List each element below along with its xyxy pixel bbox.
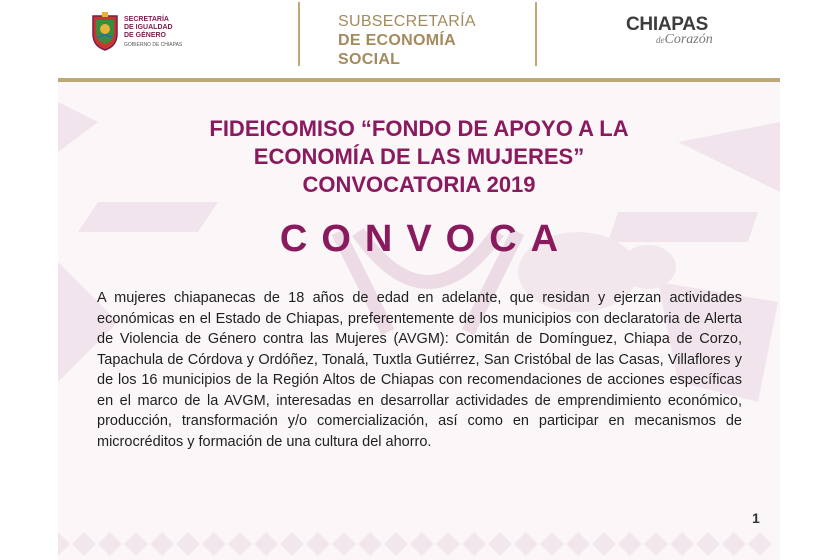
chiapas-title: CHIAPAS bbox=[626, 14, 708, 35]
document-title bbox=[58, 115, 780, 199]
subsecretaria-line: SUBSECRETARÍA bbox=[338, 13, 476, 30]
gobierno-text: GOBIERNO DE CHIAPAS bbox=[124, 42, 183, 48]
chiapas-de: de bbox=[656, 35, 665, 45]
subsecretaria-line: DE ECONOMÍA bbox=[338, 32, 456, 49]
chiapas-logo bbox=[626, 14, 713, 47]
page-number: 1 bbox=[752, 510, 760, 526]
document-header bbox=[0, 0, 840, 78]
subsecretaria-line: SOCIAL bbox=[338, 51, 401, 68]
title-line: CONVOCATORIA 2019 bbox=[302, 172, 536, 197]
header-divider-right bbox=[535, 2, 537, 66]
subsecretaria-title bbox=[338, 12, 476, 69]
title-line: ECONOMÍA DE LAS MUJERES” bbox=[253, 144, 585, 169]
secretaria-line: DE IGUALDAD bbox=[124, 24, 173, 31]
chiapas-slogan bbox=[656, 32, 713, 48]
body-paragraph: A mujeres chiapanecas de 18 años de edad en adelante, que residan y ejerzan actividades económicas en el Estado de Chiapas, preferentemente de los municipios con declaratoria de Alerta de Violencia de Género contra las Mujeres (AVGM): Comitán de Domínguez, Chiapa de Corzo, Tapachula de Córdova y Ordóñez, Tonalá, Tuxtla Gutiérrez, San Cristóbal de las Casas, Villaflores y de los 16 municipios de la Región Altos de Chiapas con recomendaciones de acciones específicas en el marco de la AVGM, interesadas en desarrollar actividades de emprendimiento económico, producción, transformación y/o comercialización, así como en participar en mecanismos de microcréditos y formación de una cultura del ahorro. bbox=[97, 290, 742, 450]
chiapas-corazon: Corazón bbox=[664, 32, 713, 47]
header-divider-left bbox=[298, 2, 300, 66]
secretaria-logo bbox=[90, 12, 210, 52]
title-line: FIDEICOMISO “FONDO DE APOYO A LA bbox=[209, 116, 629, 141]
convoca-heading: CONVOCA bbox=[279, 218, 573, 260]
secretaria-text bbox=[124, 16, 182, 49]
secretaria-line: DE GÉNERO bbox=[124, 32, 167, 39]
secretaria-line: SECRETARÍA bbox=[124, 16, 169, 23]
coat-of-arms-icon bbox=[90, 12, 120, 52]
